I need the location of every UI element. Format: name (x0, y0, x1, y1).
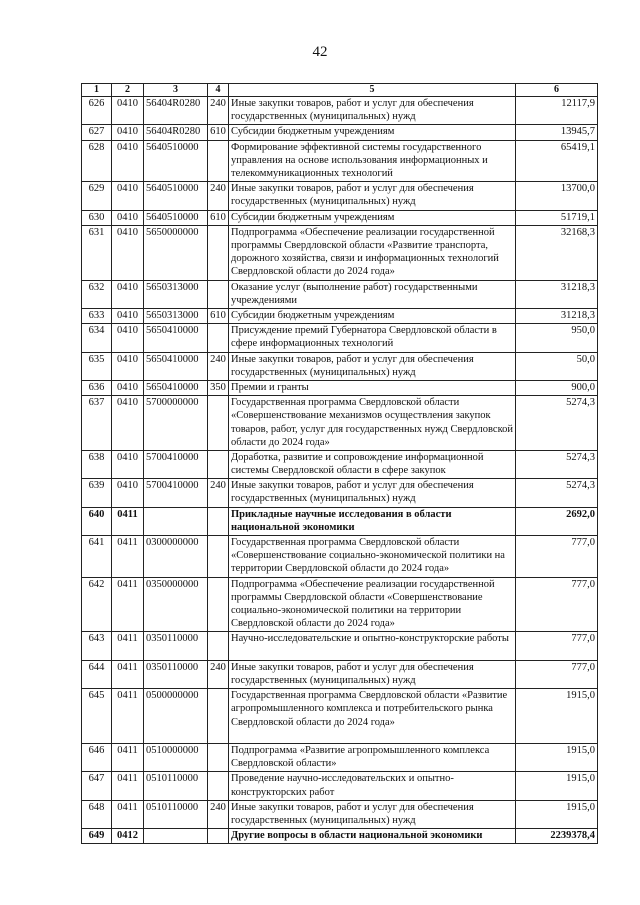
col-header-target-article: 3 (144, 84, 208, 97)
section-code-cell: 0410 (112, 396, 144, 451)
target-article-cell: 5640510000 (144, 140, 208, 182)
amount-cell: 950,0 (516, 324, 598, 352)
amount-cell: 31218,3 (516, 280, 598, 308)
expense-type-cell: 350 (208, 380, 229, 395)
table-row (82, 280, 598, 308)
expense-type-cell: 240 (208, 352, 229, 380)
item-name-cell: Проведение научно-исследовательских и опытно-конструкторских работ (229, 772, 516, 800)
amount-cell: 13700,0 (516, 182, 598, 210)
expense-type-cell (208, 536, 229, 578)
expense-type-cell (208, 632, 229, 660)
expense-type-cell (208, 324, 229, 352)
target-article-cell: 5650410000 (144, 352, 208, 380)
amount-cell: 32168,3 (516, 225, 598, 280)
section-code-cell: 0411 (112, 577, 144, 632)
amount-cell: 51719,1 (516, 210, 598, 225)
expense-type-cell: 240 (208, 182, 229, 210)
target-article-cell: 56404R0280 (144, 97, 208, 125)
item-name-cell: Премии и гранты (229, 380, 516, 395)
page-number: 42 (312, 44, 328, 60)
col-header-expense-type: 4 (208, 84, 229, 97)
expense-type-cell: 240 (208, 800, 229, 828)
item-name-cell: Формирование эффективной системы государственного управления на основе использования информационных и телекоммуникационных технологий (229, 140, 516, 182)
target-article-cell: 0300000000 (144, 536, 208, 578)
target-article-cell (144, 507, 208, 535)
row-number-cell: 639 (82, 479, 112, 507)
amount-cell: 12117,9 (516, 97, 598, 125)
col-header-name: 5 (229, 84, 516, 97)
target-article-cell (144, 829, 208, 844)
row-number-cell: 626 (82, 97, 112, 125)
table-row (82, 744, 598, 772)
item-name-cell: Иные закупки товаров, работ и услуг для обеспечения государственных (муниципальных) нужд (229, 479, 516, 507)
expense-type-cell (208, 396, 229, 451)
section-code-cell: 0411 (112, 660, 144, 688)
table-row (82, 829, 598, 844)
section-code-cell: 0410 (112, 380, 144, 395)
row-number-cell: 631 (82, 225, 112, 280)
row-number-cell: 635 (82, 352, 112, 380)
table-row (82, 800, 598, 828)
table-row (82, 324, 598, 352)
section-code-cell: 0410 (112, 479, 144, 507)
row-number-cell: 643 (82, 632, 112, 660)
amount-cell: 777,0 (516, 577, 598, 632)
amount-cell: 13945,7 (516, 125, 598, 140)
expense-type-cell: 610 (208, 210, 229, 225)
table-row (82, 479, 598, 507)
expense-type-cell: 240 (208, 479, 229, 507)
target-article-cell: 5700000000 (144, 396, 208, 451)
row-number-cell: 636 (82, 380, 112, 395)
budget-table (81, 83, 598, 844)
row-number-cell: 629 (82, 182, 112, 210)
table-row (82, 352, 598, 380)
item-name-cell: Научно-исследовательские и опытно-конструкторские работы (229, 632, 516, 660)
item-name-cell: Иные закупки товаров, работ и услуг для обеспечения государственных (муниципальных) нужд (229, 800, 516, 828)
row-number-cell: 630 (82, 210, 112, 225)
row-number-cell: 644 (82, 660, 112, 688)
section-code-cell: 0410 (112, 140, 144, 182)
amount-cell: 5274,3 (516, 450, 598, 478)
target-article-cell: 5700410000 (144, 479, 208, 507)
item-name-cell: Иные закупки товаров, работ и услуг для обеспечения государственных (муниципальных) нужд (229, 660, 516, 688)
table-row (82, 450, 598, 478)
amount-cell: 50,0 (516, 352, 598, 380)
amount-cell: 2692,0 (516, 507, 598, 535)
row-number-cell: 641 (82, 536, 112, 578)
expense-type-cell: 610 (208, 308, 229, 323)
target-article-cell: 0510110000 (144, 772, 208, 800)
table-row (82, 536, 598, 578)
table-row (82, 97, 598, 125)
row-number-cell: 628 (82, 140, 112, 182)
section-code-cell: 0412 (112, 829, 144, 844)
section-code-cell: 0411 (112, 632, 144, 660)
table-header-row (82, 84, 598, 97)
target-article-cell: 0510110000 (144, 800, 208, 828)
expense-type-cell (208, 507, 229, 535)
row-number-cell: 627 (82, 125, 112, 140)
item-name-cell: Государственная программа Свердловской области «Развитие агропромышленного комплекса и потребительского рынка Свердловской области до 2024 года» (229, 689, 516, 744)
section-code-cell: 0410 (112, 280, 144, 308)
row-number-cell: 633 (82, 308, 112, 323)
expense-type-cell (208, 744, 229, 772)
target-article-cell: 5650410000 (144, 324, 208, 352)
expense-type-cell: 240 (208, 97, 229, 125)
table-row (82, 308, 598, 323)
amount-cell: 1915,0 (516, 800, 598, 828)
item-name-cell: Присуждение премий Губернатора Свердловской области в сфере информационных технологий (229, 324, 516, 352)
section-code-cell: 0410 (112, 125, 144, 140)
expense-type-cell (208, 829, 229, 844)
target-article-cell: 5640510000 (144, 210, 208, 225)
expense-type-cell (208, 689, 229, 744)
expense-type-cell (208, 772, 229, 800)
amount-cell: 2239378,4 (516, 829, 598, 844)
table-row (82, 140, 598, 182)
section-code-cell: 0410 (112, 324, 144, 352)
target-article-cell: 0350110000 (144, 632, 208, 660)
amount-cell: 777,0 (516, 536, 598, 578)
item-name-cell: Субсидии бюджетным учреждениям (229, 210, 516, 225)
section-code-cell: 0411 (112, 800, 144, 828)
section-code-cell: 0410 (112, 450, 144, 478)
item-name-cell: Прикладные научные исследования в области национальной экономики (229, 507, 516, 535)
item-name-cell: Иные закупки товаров, работ и услуг для обеспечения государственных (муниципальных) нужд (229, 97, 516, 125)
expense-type-cell (208, 280, 229, 308)
item-name-cell: Подпрограмма «Обеспечение реализации государственной программы Свердловской области «Развитие транспорта, дорожного хозяйства, связи и информационных технологий Свердловской области до 2024 года» (229, 225, 516, 280)
item-name-cell: Государственная программа Свердловской области «Совершенствование социально-экономической политики на территории Свердловской области до 2024 года» (229, 536, 516, 578)
row-number-cell: 634 (82, 324, 112, 352)
item-name-cell: Доработка, развитие и сопровождение информационной системы Свердловской области в сфере закупок (229, 450, 516, 478)
section-code-cell: 0411 (112, 772, 144, 800)
col-header-section: 2 (112, 84, 144, 97)
row-number-cell: 646 (82, 744, 112, 772)
target-article-cell: 0350110000 (144, 660, 208, 688)
item-name-cell: Подпрограмма «Развитие агропромышленного комплекса Свердловской области» (229, 744, 516, 772)
table-row (82, 182, 598, 210)
table-row (82, 577, 598, 632)
table-row (82, 689, 598, 744)
target-article-cell: 5650313000 (144, 280, 208, 308)
row-number-cell: 637 (82, 396, 112, 451)
expense-type-cell (208, 577, 229, 632)
row-number-cell: 647 (82, 772, 112, 800)
col-header-amount: 6 (516, 84, 598, 97)
table-row (82, 396, 598, 451)
amount-cell: 5274,3 (516, 396, 598, 451)
section-code-cell: 0411 (112, 536, 144, 578)
target-article-cell: 0500000000 (144, 689, 208, 744)
row-number-cell: 648 (82, 800, 112, 828)
expense-type-cell (208, 450, 229, 478)
table-row (82, 380, 598, 395)
section-code-cell: 0410 (112, 210, 144, 225)
item-name-cell: Субсидии бюджетным учреждениям (229, 308, 516, 323)
row-number-cell: 638 (82, 450, 112, 478)
amount-cell: 1915,0 (516, 689, 598, 744)
row-number-cell: 645 (82, 689, 112, 744)
expense-type-cell (208, 225, 229, 280)
section-code-cell: 0410 (112, 97, 144, 125)
row-number-cell: 642 (82, 577, 112, 632)
item-name-cell: Иные закупки товаров, работ и услуг для обеспечения государственных (муниципальных) нужд (229, 352, 516, 380)
section-code-cell: 0410 (112, 308, 144, 323)
target-article-cell: 56404R0280 (144, 125, 208, 140)
row-number-cell: 640 (82, 507, 112, 535)
table-row (82, 125, 598, 140)
target-article-cell: 0350000000 (144, 577, 208, 632)
target-article-cell: 5700410000 (144, 450, 208, 478)
target-article-cell: 5640510000 (144, 182, 208, 210)
target-article-cell: 0510000000 (144, 744, 208, 772)
col-header-row-number: 1 (82, 84, 112, 97)
amount-cell: 1915,0 (516, 744, 598, 772)
expense-type-cell (208, 140, 229, 182)
table-body (82, 97, 598, 844)
amount-cell: 777,0 (516, 632, 598, 660)
table-row (82, 210, 598, 225)
expense-type-cell: 610 (208, 125, 229, 140)
target-article-cell: 5650000000 (144, 225, 208, 280)
section-code-cell: 0410 (112, 352, 144, 380)
amount-cell: 777,0 (516, 660, 598, 688)
amount-cell: 900,0 (516, 380, 598, 395)
table-row (82, 225, 598, 280)
item-name-cell: Другие вопросы в области национальной экономики (229, 829, 516, 844)
row-number-cell: 632 (82, 280, 112, 308)
section-code-cell: 0411 (112, 744, 144, 772)
section-code-cell: 0410 (112, 225, 144, 280)
table-row (82, 632, 598, 660)
expense-type-cell: 240 (208, 660, 229, 688)
item-name-cell: Оказание услуг (выполнение работ) государственными учреждениями (229, 280, 516, 308)
item-name-cell: Государственная программа Свердловской области «Совершенствование механизмов осуществления закупок товаров, работ, услуг для государственных нужд Свердловской области до 2024 года» (229, 396, 516, 451)
amount-cell: 5274,3 (516, 479, 598, 507)
target-article-cell: 5650313000 (144, 308, 208, 323)
section-code-cell: 0411 (112, 507, 144, 535)
target-article-cell: 5650410000 (144, 380, 208, 395)
amount-cell: 1915,0 (516, 772, 598, 800)
table-row (82, 660, 598, 688)
item-name-cell: Субсидии бюджетным учреждениям (229, 125, 516, 140)
amount-cell: 65419,1 (516, 140, 598, 182)
row-number-cell: 649 (82, 829, 112, 844)
item-name-cell: Подпрограмма «Обеспечение реализации государственной программы Свердловской области «Совершенствование социально-экономической политики на территории Свердловской области до 2024 года» (229, 577, 516, 632)
amount-cell: 31218,3 (516, 308, 598, 323)
table-row (82, 772, 598, 800)
item-name-cell: Иные закупки товаров, работ и услуг для обеспечения государственных (муниципальных) нужд (229, 182, 516, 210)
table-row (82, 507, 598, 535)
section-code-cell: 0411 (112, 689, 144, 744)
section-code-cell: 0410 (112, 182, 144, 210)
